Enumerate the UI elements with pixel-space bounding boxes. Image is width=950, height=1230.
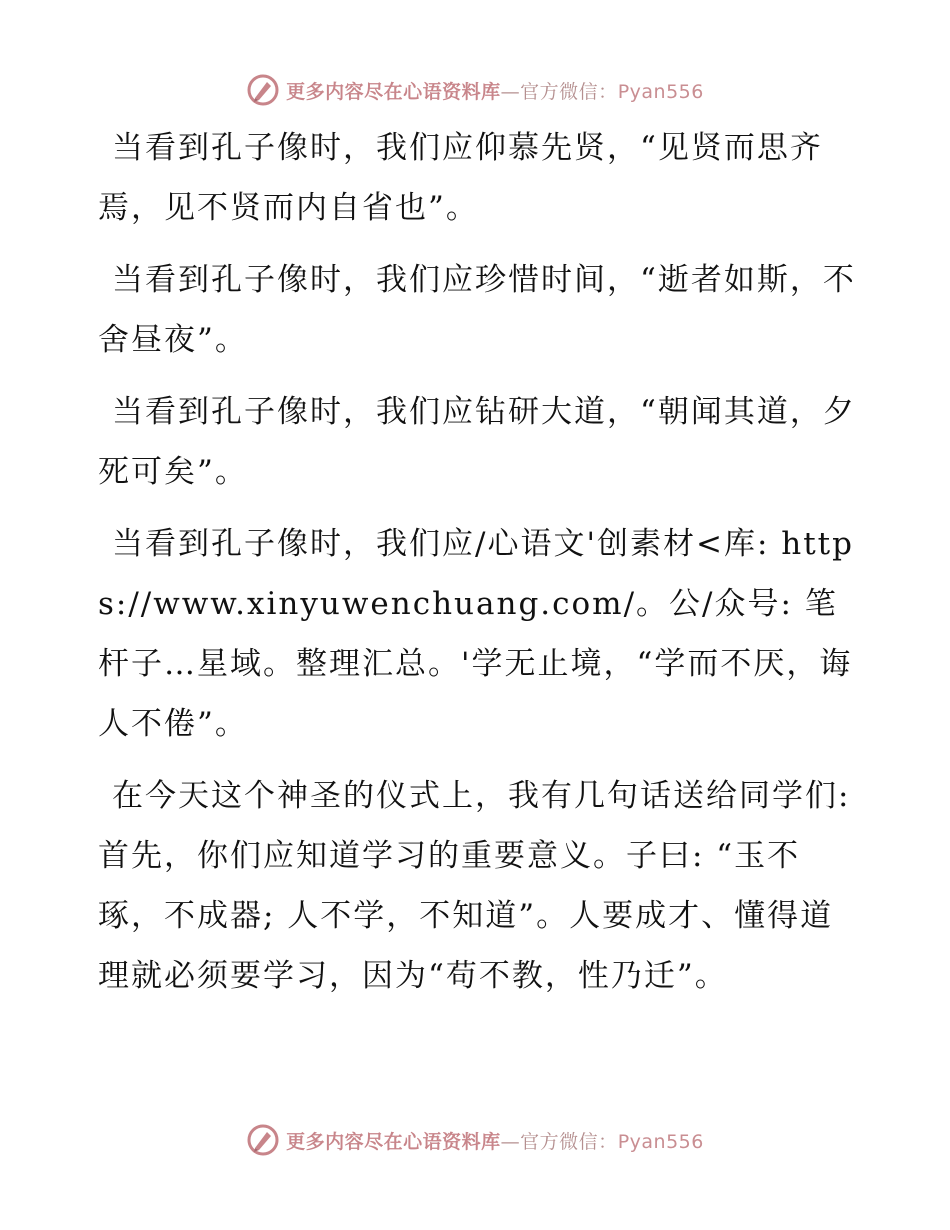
paragraph-3: 当看到孔子像时，我们应钻研大道，“朝闻其道，夕死可矣”。 bbox=[98, 394, 856, 490]
watermark-label: 官方微信： bbox=[520, 80, 618, 103]
document-body bbox=[98, 118, 858, 1018]
paragraph-1: 当看到孔子像时，我们应仰慕先贤，“见贤而思齐焉，见不贤而内自省也”。 bbox=[98, 130, 823, 226]
paragraph-5: 在今天这个神圣的仪式上，我有几句话送给同学们: 首先，你们应知道学习的重要意义。子曰: “玉不琢，不成器; 人不学，不知道”。人要成才、懂得道理就必须要学习，因为“苟不教，性乃迁”。 bbox=[98, 778, 851, 994]
watermark-text bbox=[286, 77, 704, 104]
footer-watermark bbox=[0, 1120, 950, 1160]
watermark-site: 更多内容尽在心语资料库 bbox=[286, 80, 501, 103]
pen-logo-icon bbox=[246, 1123, 280, 1157]
watermark-separator: — bbox=[500, 1130, 521, 1153]
watermark-text bbox=[286, 1127, 704, 1154]
watermark-wechat-id: Pyan556 bbox=[617, 1130, 704, 1153]
watermark-separator: — bbox=[500, 80, 521, 103]
pen-logo-icon bbox=[246, 73, 280, 107]
header-watermark bbox=[0, 70, 950, 110]
watermark-label: 官方微信： bbox=[520, 1130, 618, 1153]
paragraph-2: 当看到孔子像时，我们应珍惜时间，“逝者如斯，不舍昼夜”。 bbox=[98, 262, 856, 358]
paragraph-4: 当看到孔子像时，我们应/心语文'创素材<库: https://www.xinyuwenchuang.com/。公/众号: 笔杆子…星域。整理汇总。'学无止境，“学而不厌，诲人不倦”。 bbox=[98, 526, 854, 742]
watermark-site: 更多内容尽在心语资料库 bbox=[286, 1130, 501, 1153]
watermark-wechat-id: Pyan556 bbox=[617, 80, 704, 103]
